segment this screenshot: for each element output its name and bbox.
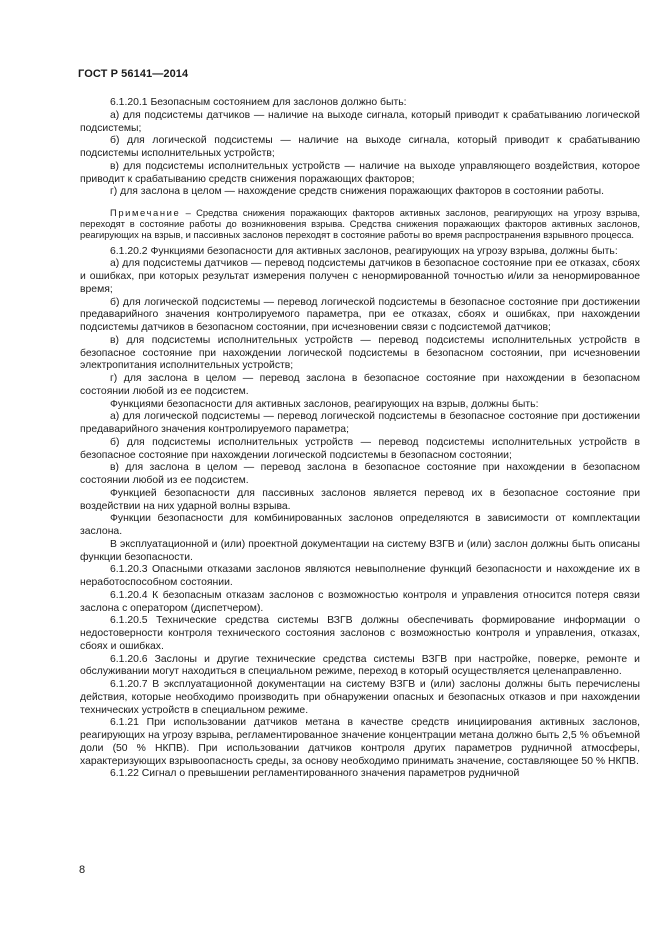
document-body [80,97,640,781]
paragraph: г) для заслона в целом — нахождение средств снижения поражающих факторов в состоянии работы. [110,186,604,198]
paragraph: в) для заслона в целом — перевод заслона в безопасное состояние при нахождении в безопасном состоянии любой из ее подсистем. [80,462,640,487]
paragraph: а) для подсистемы датчиков — перевод подсистемы датчиков в безопасное состояние при ее отказах, сбоях и ошибках, при которых результат измерения получен с ненормированной точностью и/или за ненормированное время; [80,258,640,295]
paragraph: 6.1.20.2 Функциями безопасности для активных заслонов, реагирующих на угрозу взрыва, должны быть: [110,245,618,257]
document-header: ГОСТ Р 56141—2014 [78,68,189,80]
page-number: 8 [79,864,86,876]
paragraph: Функцией безопасности для пассивных заслонов является перевод их в безопасное состояние при воздействии на них ударной волны взрыва. [80,487,640,512]
paragraph: 6.1.20.6 Заслоны и другие технические средства системы ВЗГВ при настройке, поверке, ремонте и обслуживании могут находиться в специальном режиме, переход в который осуществляется целенаправленно. [80,653,640,678]
paragraph: б) для логической подсистемы — перевод логической подсистемы в безопасное состояние при достижении предаварийного значения контролируемого параметра, при ее отказах, сбоях и ошибках, при нахождении подсистемы датчиков в безопасном состоянии, при исчезновении связи с подсистемой датчиков; [80,296,640,334]
paragraph: в) для подсистемы исполнительных устройств — наличие на выходе управляющего воздействия, которое приводит к срабатыванию средств снижения поражающих факторов; [80,160,640,185]
paragraph: 6.1.20.7 В эксплуатационной документации на систему ВЗГВ и (или) заслоны должны быть перечислены действия, которые необходимо производить при обнаружении опасных и безопасных отказов и при нахождении технических устройств в специальном режиме. [80,679,640,716]
paragraph: 6.1.20.3 Опасными отказами заслонов являются невыполнение функций безопасности и нахождение их в неработоспособном состоянии. [80,564,640,589]
paragraph: б) для подсистемы исполнительных устройств — перевод подсистемы исполнительных устройств в безопасное состояние при нахождении логической подсистемы в безопасном состоянии; [80,436,640,461]
paragraph: 6.1.20.5 Технические средства системы ВЗГВ должны обеспечивать формирование информации о недостоверности контроля технического состояния заслонов с возможностью контроля и управления, отказах, сбоях и ошибках. [80,615,640,652]
paragraph: 6.1.20.4 К безопасным отказам заслонов с возможностью контроля и управления относится потеря связи заслона с оператором (диспетчером). [80,589,640,614]
paragraph: 6.1.22 Сигнал о превышении регламентированного значения параметров рудничной [110,768,520,780]
paragraph: б) для логической подсистемы — наличие на выходе сигнала, который приводит к срабатыванию подсистемы исполнительных устройств; [80,135,640,159]
paragraph: а) для логической подсистемы — перевод логической подсистемы в безопасное состояние при достижении предаварийного значения контролируемого параметра; [80,411,640,436]
paragraph: Функциями безопасности для активных заслонов, реагирующих на взрыв, должны быть: [110,398,539,410]
paragraph: 6.1.20.1 Безопасным состоянием для заслонов должно быть: [110,97,407,108]
note-text: – Средства снижения поражающих факторов активных заслонов, реагирующих на угрозу взрыва, переходят в состояние работы до возникновения взрыва. Средства снижения поражающих факторов активных заслонов, реагирующих на взрыв, и пассивных заслонов переходят в состояние работы во время распространения взрывного процесса. [80,207,640,241]
paragraph: В эксплуатационной и (или) проектной документации на систему ВЗГВ и (или) заслон должны быть описаны функции безопасности. [80,538,640,563]
note-label: Примечание [110,207,181,218]
note [80,207,640,241]
paragraph: в) для подсистемы исполнительных устройств — перевод подсистемы исполнительных устройств в безопасное состояние при нахождении логической подсистемы в безопасном состоянии, при исчезновении электропитания исполнительных устройств; [80,334,640,372]
paragraph: г) для заслона в целом — перевод заслона в безопасное состояние при нахождении в безопасном состоянии любой из ее подсистем. [80,373,640,397]
paragraph: Функции безопасности для комбинированных заслонов определяются в зависимости от комплектации заслона. [80,513,640,538]
paragraph: 6.1.21 При использовании датчиков метана в качестве средств инициирования активных заслонов, реагирующих на угрозу взрыва, регламентированное значение концентрации метана должно быть 2,5 % объемной доли (50 % НКПВ). При использовании датчиков контроля других параметров рудничной атмосферы, характеризующих взрывоопасность среды, за основу необходимо принимать значение, составляющее 50 % НКПВ. [80,717,640,767]
paragraph: а) для подсистемы датчиков — наличие на выходе сигнала, который приводит к срабатыванию логической подсистемы; [80,109,640,134]
